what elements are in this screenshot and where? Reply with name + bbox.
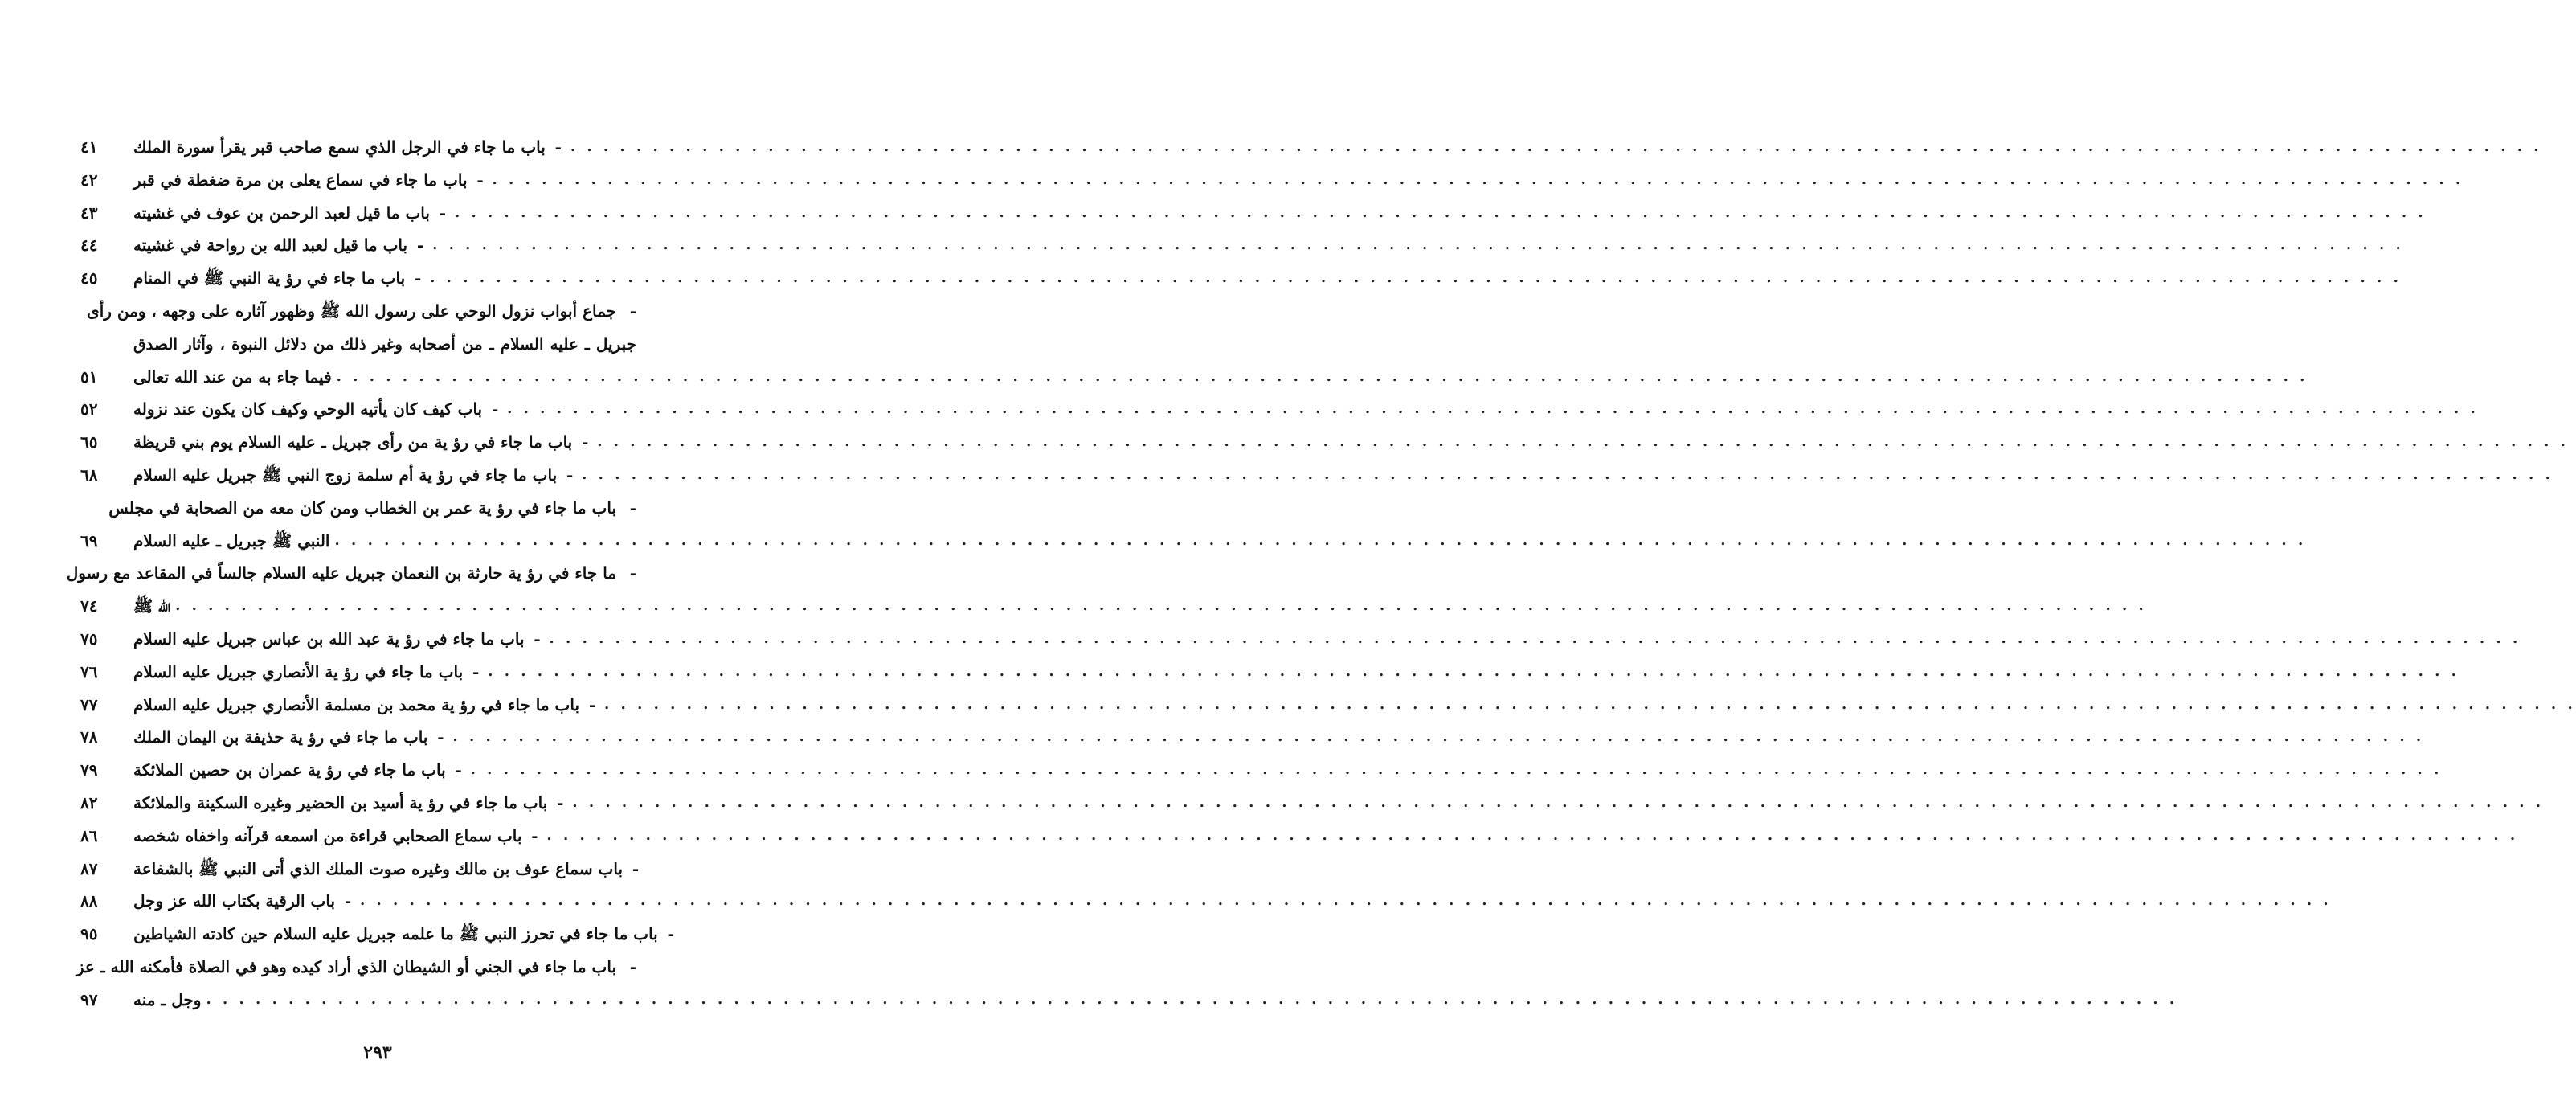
toc-entry-title bbox=[133, 918, 674, 951]
dot-leader: . . . . . . . . . . . . . . . . . . . . . . . . . . . . . . . . . . . . . . . . . . . . . . . . . . . . . . . . . . . . . . . . . . . . . . . . . . . . . . . . . . . . . . . . . . . . . . . . . . . . . . . . . . . . . . . . . . . . . . . . bbox=[507, 400, 2479, 418]
dash-bullet: - bbox=[414, 268, 422, 289]
dot-leader: . . . . . . . . . . . . . . . . . . . . . . . . . . . . . . . . . . . . . . . . . . . . . . . . . . . . . . . . . . . . . . . . . . . . . . . . . . . . . . . . . . . . . . . . . . . . . . . . . . . . . . . . . . . . . . . . . . . . . . . . bbox=[432, 236, 2404, 254]
toc-entry-title bbox=[133, 459, 2554, 492]
dot-leader: . . . . . . . . . . . . . . . . . . . . . . . . . . . . . . . . . . . . . . . . . . . . . . . . . . . . . . . . . . . . . . . . . . . . . . . . . . . . . . . . . . . . . . . . . . . . . . . . . . . . . . . . . . . . . . . . . . . . . . . . bbox=[572, 793, 2545, 811]
dot-leader: . . . . . . . . . . . . . . . . . . . . . . . . . . . . . . . . . . . . . . . . . . . . . . . . . . . . . . . . . . . . . . . . . . . . . . . . . . . . . . . . . . . . . . . . . . . . . . . . . . . . . . . . . . . . . . . . . . . . . . . . bbox=[359, 892, 2332, 910]
toc-entry bbox=[80, 918, 674, 951]
toc-entry-line bbox=[133, 754, 466, 787]
toc-entry-line bbox=[133, 328, 636, 361]
toc-entry-title bbox=[108, 492, 2307, 558]
toc-page-number: ٥٢ bbox=[80, 399, 98, 420]
dot-leader: . . . . . . . . . . . . . . . . . . . . . . . . . . . . . . . . . . . . . . . . . . . . . . . . . . . . . . . . . . . . . . . . . . . . . . . . . . . . . . . . . . . . . . . . . . . . . . . . . . . . . . . . . . . . . . . . . . . . . . . . bbox=[454, 203, 2427, 221]
toc-entry-line bbox=[108, 492, 636, 525]
dot-leader: . . . . . . . . . . . . . . . . . . . . . . . . . . . . . . . . . . . . . . . . . . . . . . . . . . . . . . . . . . . . . . . . . . . . . . . . . . . . . . . . . . . . . . . . . . . . . . . . . . . . . . . . . . . . . . . . . . . . . . . . bbox=[492, 170, 2464, 188]
toc-entry-line bbox=[133, 164, 487, 197]
toc-entry-leader-line bbox=[133, 689, 2576, 722]
toc-entry-title bbox=[133, 229, 2404, 262]
dash-bullet: - bbox=[476, 170, 484, 190]
toc-entry-leader-line bbox=[133, 229, 2404, 262]
toc-entry-title bbox=[133, 426, 2569, 459]
dash-bullet: - bbox=[554, 137, 562, 157]
toc-entry-line-text: فيما جاء به من عند الله تعالى bbox=[133, 366, 332, 387]
dash-bullet: - bbox=[582, 432, 589, 452]
toc-entry-leader-line bbox=[133, 853, 640, 886]
toc-entry-leader-line bbox=[133, 721, 2425, 754]
toc-entry bbox=[80, 426, 2569, 459]
toc-entry-line-text: باب ما جاء في تحرز النبي ﷺ ما علمه جبريل عليه السلام حين كادته الشياطين bbox=[133, 924, 658, 944]
toc-entry-title bbox=[133, 853, 640, 886]
toc-entry-line bbox=[133, 820, 542, 853]
toc-entry-line-text: باب الرقية بكتاب الله عز وجل bbox=[133, 891, 336, 911]
dot-leader: . . . . . . . . . . . . . . . . . . . . . . . . . . . . . . . . . . . . . . . . . . . . . . . . . . . . . . . . . . . . . . . . . . . . . . . . . . . . . . . . . . . . . . . . . . . . . . . . . . . . . . . . . . . . . . . . . . . . . . . . bbox=[604, 695, 2576, 713]
toc-entry bbox=[76, 951, 2178, 1017]
toc-entry-title bbox=[133, 721, 2425, 754]
toc-entry-line-text: باب سماع عوف بن مالك وغيره صوت الملك الذي أتى النبي ﷺ بالشفاعة bbox=[133, 858, 624, 878]
toc-entry-line-text: ما جاء في رؤ ية حارثة بن النعمان جبريل عليه السلام جالساً في المقاعد مع رسول bbox=[66, 563, 617, 583]
toc-entry-title bbox=[133, 754, 2443, 787]
toc-entry-line-text: باب ما جاء في رؤ ية حذيفة بن اليمان الملك bbox=[133, 727, 428, 747]
dash-bullet: - bbox=[557, 792, 564, 812]
toc-entry-leader-line bbox=[133, 525, 2307, 558]
table-of-contents bbox=[66, 131, 2576, 1017]
toc-entry-line bbox=[133, 885, 355, 918]
dash-bullet: - bbox=[566, 465, 574, 485]
toc-entry-line-text: جماع أبواب نزول الوحي على رسول الله ﷺ وظهور آثاره على وجهه ، ومن رأى bbox=[87, 301, 617, 321]
toc-entry bbox=[80, 885, 2332, 918]
toc-entry-line-text: باب سماع الصحابي قراءة من اسمعه قرآنه واخفاه شخصه bbox=[133, 825, 522, 845]
dash-bullet: - bbox=[472, 661, 480, 681]
toc-entry-leader-line bbox=[133, 262, 2402, 295]
toc-entry-line bbox=[133, 918, 678, 951]
toc-entry-leader-line bbox=[133, 754, 2443, 787]
dot-leader: . . . . . . . . . . . . . . . . . . . . . . . . . . . . . . . . . . . . . . . . . . . . . . . . . . . . . . . . . . . . . . . . . . . . . . . . . . . . . . . . . . . . . . . . . . . . . . . . . . . . . . . . . . . . . . . . . . . . . . . . bbox=[175, 597, 2147, 615]
dot-leader: . . . . . . . . . . . . . . . . . . . . . . . . . . . . . . . . . . . . . . . . . . . . . . . . . . . . . . . . . . . . . . . . . . . . . . . . . . . . . . . . . . . . . . . . . . . . . . . . . . . . . . . . . . . . . . . . . . . . . . . . bbox=[546, 826, 2519, 844]
toc-entry-line-text: باب ما جاء في رؤ ية أم سلمة زوج النبي ﷺ جبريل عليه السلام bbox=[133, 465, 558, 485]
toc-entry-line bbox=[133, 393, 502, 426]
toc-entry-line-text: باب ما جاء في الجني أو الشيطان الذي أراد كيده وهو في الصلاة فأمكنه الله ـ عز bbox=[76, 956, 617, 976]
toc-entry-line bbox=[133, 984, 201, 1017]
toc-entry-title bbox=[133, 262, 2402, 295]
dash-bullet: - bbox=[455, 760, 462, 780]
toc-entry bbox=[80, 492, 2307, 558]
toc-entry bbox=[80, 853, 640, 886]
toc-entry-leader-line bbox=[133, 984, 2178, 1017]
dot-leader: . . . . . . . . . . . . . . . . . . . . . . . . . . . . . . . . . . . . . . . . . . . . . . . . . . . . . . . . . . . . . . . . . . . . . . . . . . . . . . . . . . . . . . . . . . . . . . . . . . . . . . . . . . . . . . . . . . . . . . . . bbox=[582, 465, 2554, 483]
toc-entry-line bbox=[133, 689, 599, 722]
toc-entry-line bbox=[133, 197, 450, 230]
toc-entry-leader-line bbox=[133, 787, 2545, 820]
toc-entry-line bbox=[66, 557, 636, 590]
toc-entry-line bbox=[133, 459, 577, 492]
toc-entry-line-text: باب كيف كان يأتيه الوحي وكيف كان يكون عند نزوله bbox=[133, 399, 483, 420]
toc-entry bbox=[80, 459, 2554, 492]
toc-entry bbox=[80, 295, 2308, 393]
toc-entry-line-text: باب ما جاء في الرجل الذي سمع صاحب قبر يقرأ سورة الملك bbox=[133, 137, 546, 157]
toc-page-number: ٧٩ bbox=[80, 760, 98, 780]
dot-leader: . . . . . . . . . . . . . . . . . . . . . . . . . . . . . . . . . . . . . . . . . . . . . . . . . . . . . . . . . . . . . . . . . . . . . . . . . . . . . . . . . . . . . . . . . . . . . . . . . . . . . . . . . . . . . . . . . . . . . . . . bbox=[334, 531, 2307, 549]
toc-entry-line bbox=[133, 229, 427, 262]
toc-entry-leader-line bbox=[133, 820, 2519, 853]
toc-page-number: ٤٣ bbox=[80, 203, 98, 223]
toc-page-number: ٦٨ bbox=[80, 465, 98, 485]
dash-bullet: - bbox=[439, 203, 447, 223]
toc-entry-line bbox=[133, 656, 483, 689]
dash-bullet: - bbox=[629, 301, 636, 321]
toc-entry-leader-line bbox=[133, 885, 2332, 918]
toc-entry-line-text: باب ما جاء في رؤ ية عمران بن حصين الملائكة bbox=[133, 760, 446, 780]
toc-entry-line-text: النبي ﷺ جبريل ـ عليه السلام bbox=[133, 530, 330, 550]
toc-page-number: ٩٥ bbox=[80, 924, 98, 944]
toc-page-number: ٧٦ bbox=[80, 661, 98, 681]
toc-entry-line bbox=[76, 951, 636, 984]
toc-entry bbox=[80, 820, 2519, 853]
dot-leader: . . . . . . . . . . . . . . . . . . . . . . . . . . . . . . . . . . . . . . . . . . . . . . . . . . . . . . . . . . . . . . . . . . . . . . . . . . . . . . . . . . . . . . . . . . . . . . . . . . . . . . . . . . . . . . . . . . . . . . . . bbox=[597, 433, 2569, 451]
toc-entry bbox=[80, 164, 2464, 197]
toc-entry-title bbox=[133, 164, 2464, 197]
toc-entry bbox=[80, 229, 2404, 262]
page-number: ٢٩٣ bbox=[363, 1042, 392, 1063]
toc-page-number: ٨٦ bbox=[80, 825, 98, 845]
toc-entry bbox=[80, 721, 2425, 754]
toc-page-number: ٤٥ bbox=[80, 268, 98, 289]
toc-entry-title bbox=[133, 656, 2459, 689]
toc-entry bbox=[80, 689, 2576, 722]
toc-entry-line bbox=[133, 426, 592, 459]
toc-entry-line-text: باب ما جاء في رؤ ية الأنصاري جبريل عليه السلام bbox=[133, 661, 464, 681]
toc-entry-leader-line bbox=[133, 131, 2542, 164]
toc-page-number: ٧٥ bbox=[80, 628, 98, 649]
dash-bullet: - bbox=[344, 891, 352, 911]
toc-entry-line-text: باب ما قيل لعبد الرحمن بن عوف في غشيته bbox=[133, 203, 430, 223]
dash-bullet: - bbox=[437, 727, 444, 747]
toc-entry-leader-line bbox=[133, 623, 2521, 656]
toc-entry-line-text: باب ما جاء في رؤ ية عمر بن الخطاب ومن كان معه من الصحابة في مجلس bbox=[108, 497, 617, 518]
toc-entry bbox=[80, 754, 2443, 787]
toc-entry-title bbox=[133, 197, 2427, 230]
toc-entry-leader-line bbox=[133, 918, 674, 951]
toc-entry-line bbox=[133, 787, 567, 820]
toc-entry-line-text: جبريل ـ عليه السلام ـ من أصحابه وغير ذلك من دلائل النبوة ، وآثار الصدق bbox=[133, 334, 636, 354]
toc-entry bbox=[80, 393, 2479, 426]
toc-entry bbox=[80, 787, 2545, 820]
toc-page-number: ٦٥ bbox=[80, 432, 98, 452]
toc-page-number: ٨٧ bbox=[80, 858, 98, 878]
toc-entry bbox=[80, 197, 2427, 230]
toc-entry-leader-line bbox=[133, 459, 2554, 492]
toc-entry bbox=[66, 557, 2147, 623]
dash-bullet: - bbox=[531, 825, 538, 845]
toc-page-number: ٥١ bbox=[80, 366, 98, 387]
dot-leader: . . . . . . . . . . . . . . . . . . . . . . . . . . . . . . . . . . . . . . . . . . . . . . . . . . . . . . . . . . . . . . . . . . . . . . . . . . . . . . . . . . . . . . . . . . . . . . . . . . . . . . . . . . . . . . . . . . . . . . . . bbox=[488, 662, 2459, 680]
toc-page-number: ٨٢ bbox=[80, 792, 98, 812]
toc-entry-line bbox=[133, 262, 425, 295]
dot-leader: . . . . . . . . . . . . . . . . . . . . . . . . . . . . . . . . . . . . . . . . . . . . . . . . . . . . . . . . . . . . . . . . . . . . . . . . . . . . . . . . . . . . . . . . . . . . . . . . . . . . . . . . . . . . . . . . . . . . . . . . bbox=[336, 367, 2308, 385]
toc-entry-line-text: باب ما جاء في رؤ ية عبد الله بن عباس جبريل عليه السلام bbox=[133, 628, 525, 649]
dash-bullet: - bbox=[629, 956, 636, 976]
toc-entry bbox=[80, 262, 2402, 295]
dash-bullet: - bbox=[534, 628, 541, 649]
dot-leader: . . . . . . . . . . . . . . . . . . . . . . . . . . . . . . . . . . . . . . . . . . . . . . . . . . . . . . . . . . . . . . . . . . . . . . . . . . . . . . . . . . . . . . . . . . . . . . . . . . . . . . . . . . . . . . . . . . . . . . . . bbox=[470, 761, 2443, 779]
toc-entry-line-text: باب ما جاء في سماع يعلى بن مرة ضغطة في قبر bbox=[133, 170, 468, 190]
toc-page-number: ٧٧ bbox=[80, 694, 98, 714]
toc-entry-line-text: وجل ـ منه bbox=[133, 989, 202, 1009]
toc-entry-line-text: باب ما قيل لعبد الله بن رواحة في غشيته bbox=[133, 235, 408, 256]
toc-page-number: ٧٤ bbox=[80, 596, 98, 616]
toc-entry-leader-line bbox=[133, 393, 2479, 426]
toc-entry-line-text: باب ما جاء في رؤ ية النبي ﷺ في المنام bbox=[133, 268, 406, 289]
toc-page-number: ٤٤ bbox=[80, 235, 98, 256]
dash-bullet: - bbox=[416, 235, 424, 256]
toc-entry-line bbox=[133, 853, 643, 886]
toc-page-number: ٤٢ bbox=[80, 170, 98, 190]
dash-bullet: - bbox=[632, 858, 640, 878]
toc-entry-line bbox=[133, 361, 332, 394]
toc-entry-leader-line bbox=[133, 197, 2427, 230]
toc-entry-leader-line bbox=[133, 361, 2308, 394]
toc-entry bbox=[80, 623, 2521, 656]
toc-entry-title bbox=[133, 885, 2332, 918]
toc-page-number: ٤١ bbox=[80, 137, 98, 157]
toc-entry-leader-line bbox=[133, 164, 2464, 197]
toc-entry-title bbox=[133, 689, 2576, 722]
toc-entry bbox=[80, 656, 2459, 689]
toc-entry bbox=[80, 131, 2542, 164]
toc-entry-line bbox=[133, 525, 330, 558]
toc-page-number: ٧٨ bbox=[80, 727, 98, 747]
dot-leader: . . . . . . . . . . . . . . . . . . . . . . . . . . . . . . . . . . . . . . . . . . . . . . . . . . . . . . . . . . . . . . . . . . . . . . . . . . . . . . . . . . . . . . . . . . . . . . . . . . . . . . . . . . . . . . . . . . . . . . . . bbox=[206, 990, 2178, 1008]
toc-entry-line bbox=[133, 623, 545, 656]
toc-entry-leader-line bbox=[133, 426, 2569, 459]
dot-leader: . . . . . . . . . . . . . . . . . . . . . . . . . . . . . . . . . . . . . . . . . . . . . . . . . . . . . . . . . . . . . . . . . . . . . . . . . . . . . . . . . . . . . . . . . . . . . . . . . . . . . . . . . . . . . . . . . . . . . . . . bbox=[430, 269, 2402, 287]
dot-leader: . . . . . . . . . . . . . . . . . . . . . . . . . . . . . . . . . . . . . . . . . . . . . . . . . . . . . . . . . . . . . . . . . . . . . . . . . . . . . . . . . . . . . . . . . . . . . . . . . . . . . . . . . . . . . . . . . . . . . . . . bbox=[549, 629, 2521, 647]
toc-entry-line-text: باب ما جاء في رؤ ية أسيد بن الحضير وغيره السكينة والملائكة bbox=[133, 792, 548, 812]
toc-page-number: ٩٧ bbox=[80, 989, 98, 1009]
toc-entry-leader-line bbox=[133, 656, 2459, 689]
toc-page-number: ٨٨ bbox=[80, 891, 98, 911]
toc-entry-line-text: باب ما جاء في رؤ ية محمد بن مسلمة الأنصاري جبريل عليه السلام bbox=[133, 694, 580, 714]
toc-entry-title bbox=[133, 787, 2545, 820]
toc-entry-leader-line bbox=[133, 590, 2147, 623]
toc-entry-line-text: الله ﷺ bbox=[133, 596, 171, 616]
toc-entry-line-text: باب ما جاء في رؤ ية من رأى جبريل ـ عليه السلام يوم بني قريظة bbox=[133, 432, 573, 452]
dash-bullet: - bbox=[588, 694, 596, 714]
toc-entry-title bbox=[133, 393, 2479, 426]
toc-entry-title bbox=[133, 820, 2519, 853]
dot-leader: . . . . . . . . . . . . . . . . . . . . . . . . . . . . . . . . . . . . . . . . . . . . . . . . . . . . . . . . . . . . . . . . . . . . . . . . . . . . . . . . . . . . . . . . . . . . . . . . . . . . . . . . . . . . . . . . . . . . . . . . bbox=[570, 138, 2542, 155]
toc-entry-line bbox=[87, 295, 636, 328]
dash-bullet: - bbox=[667, 924, 674, 944]
dash-bullet: - bbox=[629, 563, 636, 583]
toc-entry-line bbox=[133, 131, 566, 164]
toc-entry-title bbox=[133, 131, 2542, 164]
toc-entry-title bbox=[133, 623, 2521, 656]
toc-entry-line bbox=[133, 590, 170, 623]
dash-bullet: - bbox=[491, 399, 499, 420]
dot-leader: . . . . . . . . . . . . . . . . . . . . . . . . . . . . . . . . . . . . . . . . . . . . . . . . . . . . . . . . . . . . . . . . . . . . . . . . . . . . . . . . . . . . . . . . . . . . . . . . . . . . . . . . . . . . . . . . . . . . . . . . bbox=[452, 728, 2425, 746]
dash-bullet: - bbox=[629, 497, 636, 518]
toc-entry-line bbox=[133, 721, 448, 754]
toc-page-number: ٦٩ bbox=[80, 530, 98, 550]
